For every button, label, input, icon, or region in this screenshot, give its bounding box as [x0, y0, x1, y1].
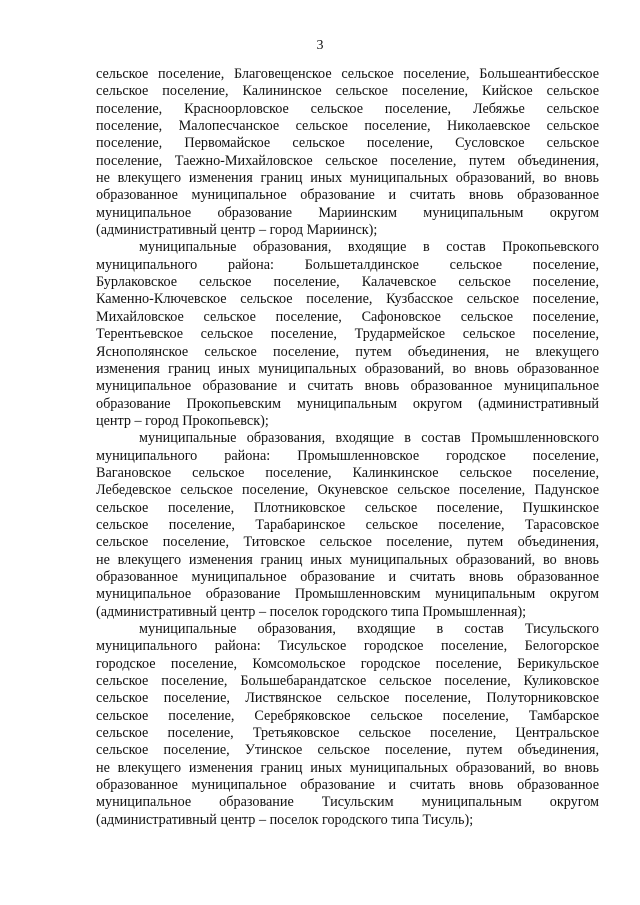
text-line: Лебедевское сельское поселение, Окуневское сельское поселение, Падунское: [96, 482, 599, 499]
text-line: Терентьевское сельское поселение, Трудармейское сельское поселение,: [96, 326, 599, 343]
text-line: муниципального района: Большеталдинское сельское поселение,: [96, 256, 599, 273]
text-line: сельское поселение, Серебряковское сельское поселение, Тамбарское: [96, 707, 599, 724]
text-line: муниципальное образование Тисульским муниципальным округом: [96, 794, 599, 811]
text-line: поселение, Малопесчанское сельское поселение, Николаевское сельское: [96, 118, 599, 135]
text-line: муниципальное образование Промышленновским муниципальным округом: [96, 586, 599, 603]
text-line: городское поселение, Комсомольское городское поселение, Берикульское: [96, 655, 599, 672]
text-line: не влекущего изменения границ иных муниципальных образований, во вновь: [96, 759, 599, 776]
text-line: сельское поселение, Титовское сельское поселение, путем объединения,: [96, 534, 599, 551]
text-line: не влекущего изменения границ иных муниципальных образований, во вновь: [96, 551, 599, 568]
text-line: муниципальные образования, входящие в состав Прокопьевского: [139, 239, 599, 256]
text-line: сельское поселение, Благовещенское сельское поселение, Большеантибесское: [96, 66, 599, 82]
text-line: образованное муниципальное образование и считать вновь образованное: [96, 777, 599, 794]
text-line: сельское поселение, Третьяковское сельское поселение, Центральское: [96, 725, 599, 742]
text-line: не влекущего изменения границ иных муниципальных образований, во вновь: [96, 170, 599, 187]
text-line: муниципальные образования, входящие в состав Промышленновского: [139, 430, 599, 447]
text-line: муниципальное образование Мариинским муниципальным округом: [96, 204, 599, 221]
text-line: муниципальное образование и считать вновь образованное муниципальное: [96, 378, 599, 395]
text-line: поселение, Первомайское сельское поселение, Сусловское сельское: [96, 135, 599, 152]
text-line: (административный центр – поселок городского типа Тисуль);: [96, 811, 474, 828]
text-line: поселение, Красноорловское сельское поселение, Лебяжье сельское: [96, 100, 599, 117]
page-number: 3: [316, 38, 324, 53]
text-line: сельское поселение, Утинское сельское поселение, путем объединения,: [96, 742, 599, 759]
text-line: сельское поселение, Листвянское сельское поселение, Полуторниковское: [96, 690, 599, 707]
text-line: образованное муниципальное образование и считать вновь образованное: [96, 568, 599, 585]
text-line: поселение, Таежно-Михайловское сельское поселение, путем объединения,: [96, 152, 599, 169]
text-line: образованное муниципальное образование и считать вновь образованное: [96, 187, 599, 204]
text-line: образование Прокопьевским муниципальным округом (административный: [96, 395, 599, 412]
text-line: сельское поселение, Плотниковское сельское поселение, Пушкинское: [96, 499, 599, 516]
text-line: (административный центр – город Мариинск);: [96, 222, 378, 239]
text-line: (административный центр – поселок городского типа Промышленная);: [96, 603, 527, 620]
text-line: изменения границ иных муниципальных образований, во вновь образованное: [96, 360, 599, 377]
text-line: сельское поселение, Тарабаринское сельское поселение, Тарасовское: [96, 516, 599, 533]
text-line: Каменно-Ключевское сельское поселение, Кузбасское сельское поселение,: [96, 291, 599, 308]
text-line: муниципальные образования, входящие в состав Тисульского: [139, 621, 599, 637]
text-line: муниципального района: Промышленновское городское поселение,: [96, 447, 599, 464]
text-line: сельское поселение, Большебарандатское сельское поселение, Куликовское: [96, 673, 599, 690]
text-line: Бурлаковское сельское поселение, Калачевское сельское поселение,: [96, 274, 599, 291]
text-line: центр – город Прокопьевск);: [96, 412, 269, 429]
body-text: [96, 66, 599, 829]
text-line: Михайловское сельское поселение, Сафоновское сельское поселение,: [96, 308, 599, 325]
text-line: сельское поселение, Калининское сельское поселение, Кийское сельское: [96, 83, 599, 100]
text-line: Яснополянское сельское поселение, путем объединения, не влекущего: [96, 343, 599, 360]
text-line: муниципального района: Тисульское городское поселение, Белогорское: [96, 638, 599, 655]
text-line: Вагановское сельское поселение, Калинкинское сельское поселение,: [96, 464, 599, 481]
